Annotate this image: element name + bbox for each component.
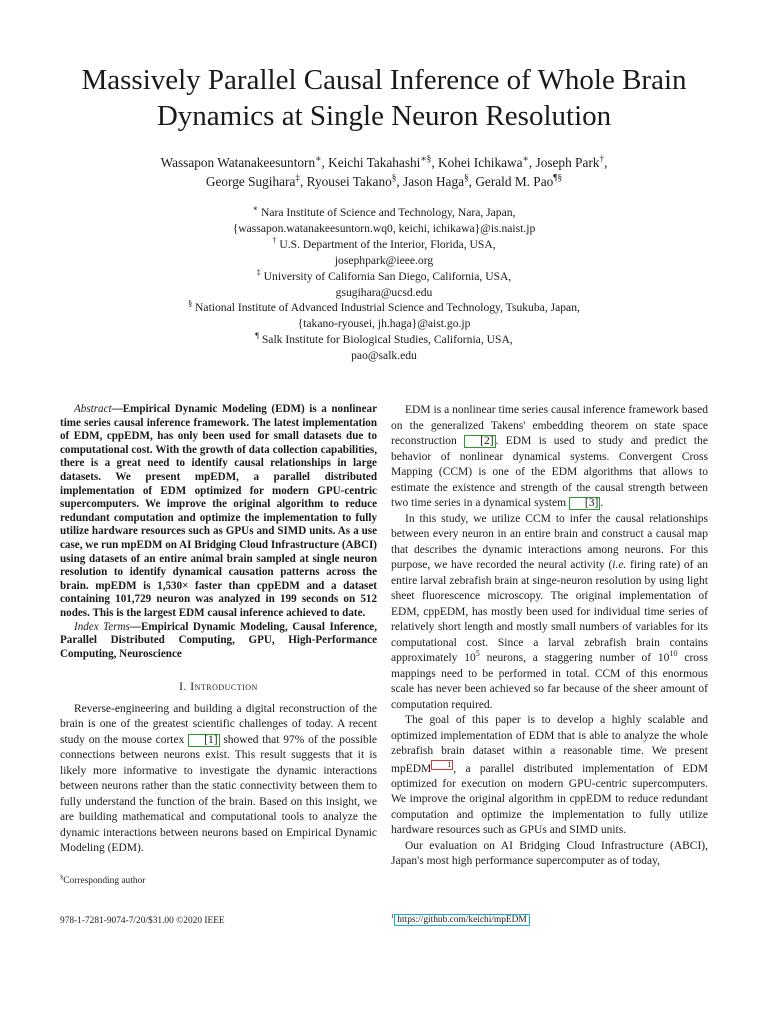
author-mark: ¶§ [553,173,563,184]
affiliation-mark: ‡ [256,267,261,277]
author-name: Gerald M. Pao [475,174,554,189]
author-line-1: Wassapon Watanakeesuntorn∗, Keichi Takahashi∗§, Kohei Ichikawa∗, Joseph Park†, [160,154,608,170]
abstract [60,403,377,621]
affiliation-text: U.S. Department of the Interior, Florida, USA, [279,237,496,251]
author-name: Joseph Park [535,155,600,170]
title-line-2: Dynamics at Single Neuron Resolution [156,100,612,132]
affiliation-email: pao@salk.edu [351,349,417,363]
index-terms-lead: Index Terms [74,620,130,633]
author-mark: ‡ [295,173,301,184]
author-name: Ryousei Takano [306,174,392,189]
body-paragraph [391,512,708,714]
footnote-corresponding [60,873,146,886]
affiliation-mark: § [188,299,193,309]
affiliation-email: josephpark@ieee.org [334,253,434,267]
footnote-url [391,912,530,925]
citation-link[interactable]: [3] [569,497,600,510]
affiliation-line [30,205,738,221]
author-mark: § [391,173,397,184]
affiliation-email: {takano-ryousei, jh.haga}@aist.go.jp [297,317,471,331]
exponent: 5 [475,649,480,659]
index-terms-body: —Empirical Dynamic Modeling, Causal Inference, Parallel Distributed Computing, GPU, High-Performance Computing, Neuroscience [60,620,377,660]
text-run: The goal of this paper is to develop a highly scalable and optimized implementation of EDM that is able to analyze the whole zebrafish brain dataset within a reasonable time. We present mpEDM [391,714,708,775]
text-run: . EDM is used to study and predict the behavior of nonlinear dynamical systems. Convergent Cross Mapping (CCM) is one of the EDM algorithms that allows to estimate the existence and strength of the causal strength between two time series in a dynamical system [391,435,708,509]
affiliation-line [30,237,738,253]
author-mark: ∗ [315,154,322,165]
text-run: neurons, a staggering number of 10 [479,652,670,664]
abstract-lead: Abstract [74,403,112,415]
author-mark: ∗ [522,154,529,165]
body-paragraph [391,403,708,512]
paper-title [30,62,738,134]
author-name: Kohei Ichikawa [437,155,523,170]
text-run: cross mappings need to be performed in total. CCM of this enormous scale has never been achieved so far because of the sheer amount of computation required. [391,652,708,711]
text-run: . [600,497,604,509]
citation-link[interactable]: [2] [464,435,495,448]
footnote-mark: § [60,873,64,881]
index-terms [60,621,377,662]
italic-text: i.e. [612,559,627,571]
affiliations [30,205,738,364]
affiliation-line [30,300,738,316]
section-heading: I. Introduction [179,681,258,694]
affiliation-email: gsugihara@ucsd.edu [335,285,433,299]
left-column [60,403,377,857]
affiliation-text: Nara Institute of Science and Technology, Nara, Japan, [260,206,516,219]
repository-link[interactable]: https://github.com/keichi/mpEDM [394,914,529,926]
author-list [30,153,738,191]
text-run: In this study, we utilize CCM to infer the causal relationships between every neuron in an entire brain and construct a causal map that describes the dynamic interactions among neurons. For this purpose, we have recorded the neural activity ( [391,512,708,571]
intro-paragraph [60,702,377,857]
affiliation-email: {wassapon.watanakeesuntorn.wq0, keichi, ichikawa}@is.naist.jp [232,221,536,235]
right-column [391,403,708,870]
author-name: Wassapon Watanakeesuntorn [160,155,316,170]
exponent: 10 [669,649,678,659]
footnote-text: Corresponding author [63,876,146,886]
author-mark: § [464,173,469,184]
affiliation-mark: † [272,235,277,245]
author-mark: † [599,154,605,165]
text-run: Reverse-engineering and building a digital reconstruction of the brain is one of the greatest scientific challenges of today. A recent study on the mouse cortex [60,702,377,746]
body-paragraph: Our evaluation on AI Bridging Cloud Infrastructure (ABCI), Japan's most high performance supercomputer as of today, [391,839,708,868]
affiliation-mark: ¶ [255,331,259,341]
text-run: , a parallel distributed implementation of EDM optimized for execution on modern GPU-centric supercomputers. We improve the original algorithm in cppEDM to reduce redundant computation and optimize the implementation to fully utilize hardware resources such as GPUs and SIMD units. [391,762,708,837]
abstract-body: —Empirical Dynamic Modeling (EDM) is a nonlinear time series causal inference framework. The latest implementation of EDM, cppEDM, has only been used for small datasets due to computational cost. With the growth of data collection capabilities, there is a great need to identify causal relationships in large datasets. We present mpEDM, a parallel distributed implementation of EDM optimized for modern GPU-centric supercomputers. We improve the original algorithm to reduce redundant computation and optimize the implementation to fully utilize hardware resources such as GPUs and SIMD units. As a use case, we run mpEDM on AI Bridging Cloud Infrastructure (ABCI) using datasets of an entire animal brain sampled at single neuron resolution to identify dynamical causation patterns across the brain. mpEDM is 1,530× faster than cppEDM and a dataset containing 101,729 neuron was analyzed in 199 seconds on 512 nodes. This is the largest EDM causal inference achieved to date. [60,403,377,619]
footnote-link[interactable]: 1 [431,760,453,770]
body-paragraph [391,713,708,839]
citation-link[interactable]: [1] [188,734,219,747]
copyright-notice: 978-1-7281-9074-7/20/$31.00 ©2020 IEEE [60,916,225,926]
author-mark: ∗§ [420,154,432,165]
author-name: Jason Haga [403,174,465,189]
affiliation-mark: ∗ [252,204,259,214]
affiliation-text: University of California San Diego, California, USA, [263,269,512,283]
affiliation-text: Salk Institute for Biological Studies, California, USA, [261,333,513,347]
text-run: EDM is a nonlinear time series causal inference framework based on the generalized Takens' embedding theorem on state space reconstruction [391,404,708,447]
footnote-mark: 1 [391,912,395,920]
affiliation-line [30,269,738,285]
affiliation-text: National Institute of Advanced Industrial Science and Technology, Tsukuba, Japan, [195,301,580,315]
author-line-2: George Sugihara‡, Ryousei Takano§, Jason Haga§, Gerald M. Pao¶§ [205,173,563,189]
title-line-1: Massively Parallel Causal Inference of Whole Brain [81,64,687,96]
text-run: firing rate) of an entire larval zebrafish brain at singe-neuron resolution by using light sheet fluorescence microscopy. The original implementation of EDM, cppEDM, has mostly been used for individual time series of relatively short length and mostly small numbers of variables for its computational cost. Since a larval zebrafish brain contains approximately 10 [391,559,708,664]
author-name: Keichi Takahashi [328,155,421,170]
author-name: George Sugihara [205,174,296,189]
text-run: showed that 97% of the possible connections between neurons exist. This result suggests that it is likely more informative to investigate the dynamic interactions between neurons rather than the static connectivity between them to fully understand the function of the brain. Based on this insight, we are building mathematical and computational tools to analyze the dynamic interactions between neurons based on Empirical Dynamic Modeling (EDM). [60,733,377,855]
affiliation-line [30,332,738,348]
